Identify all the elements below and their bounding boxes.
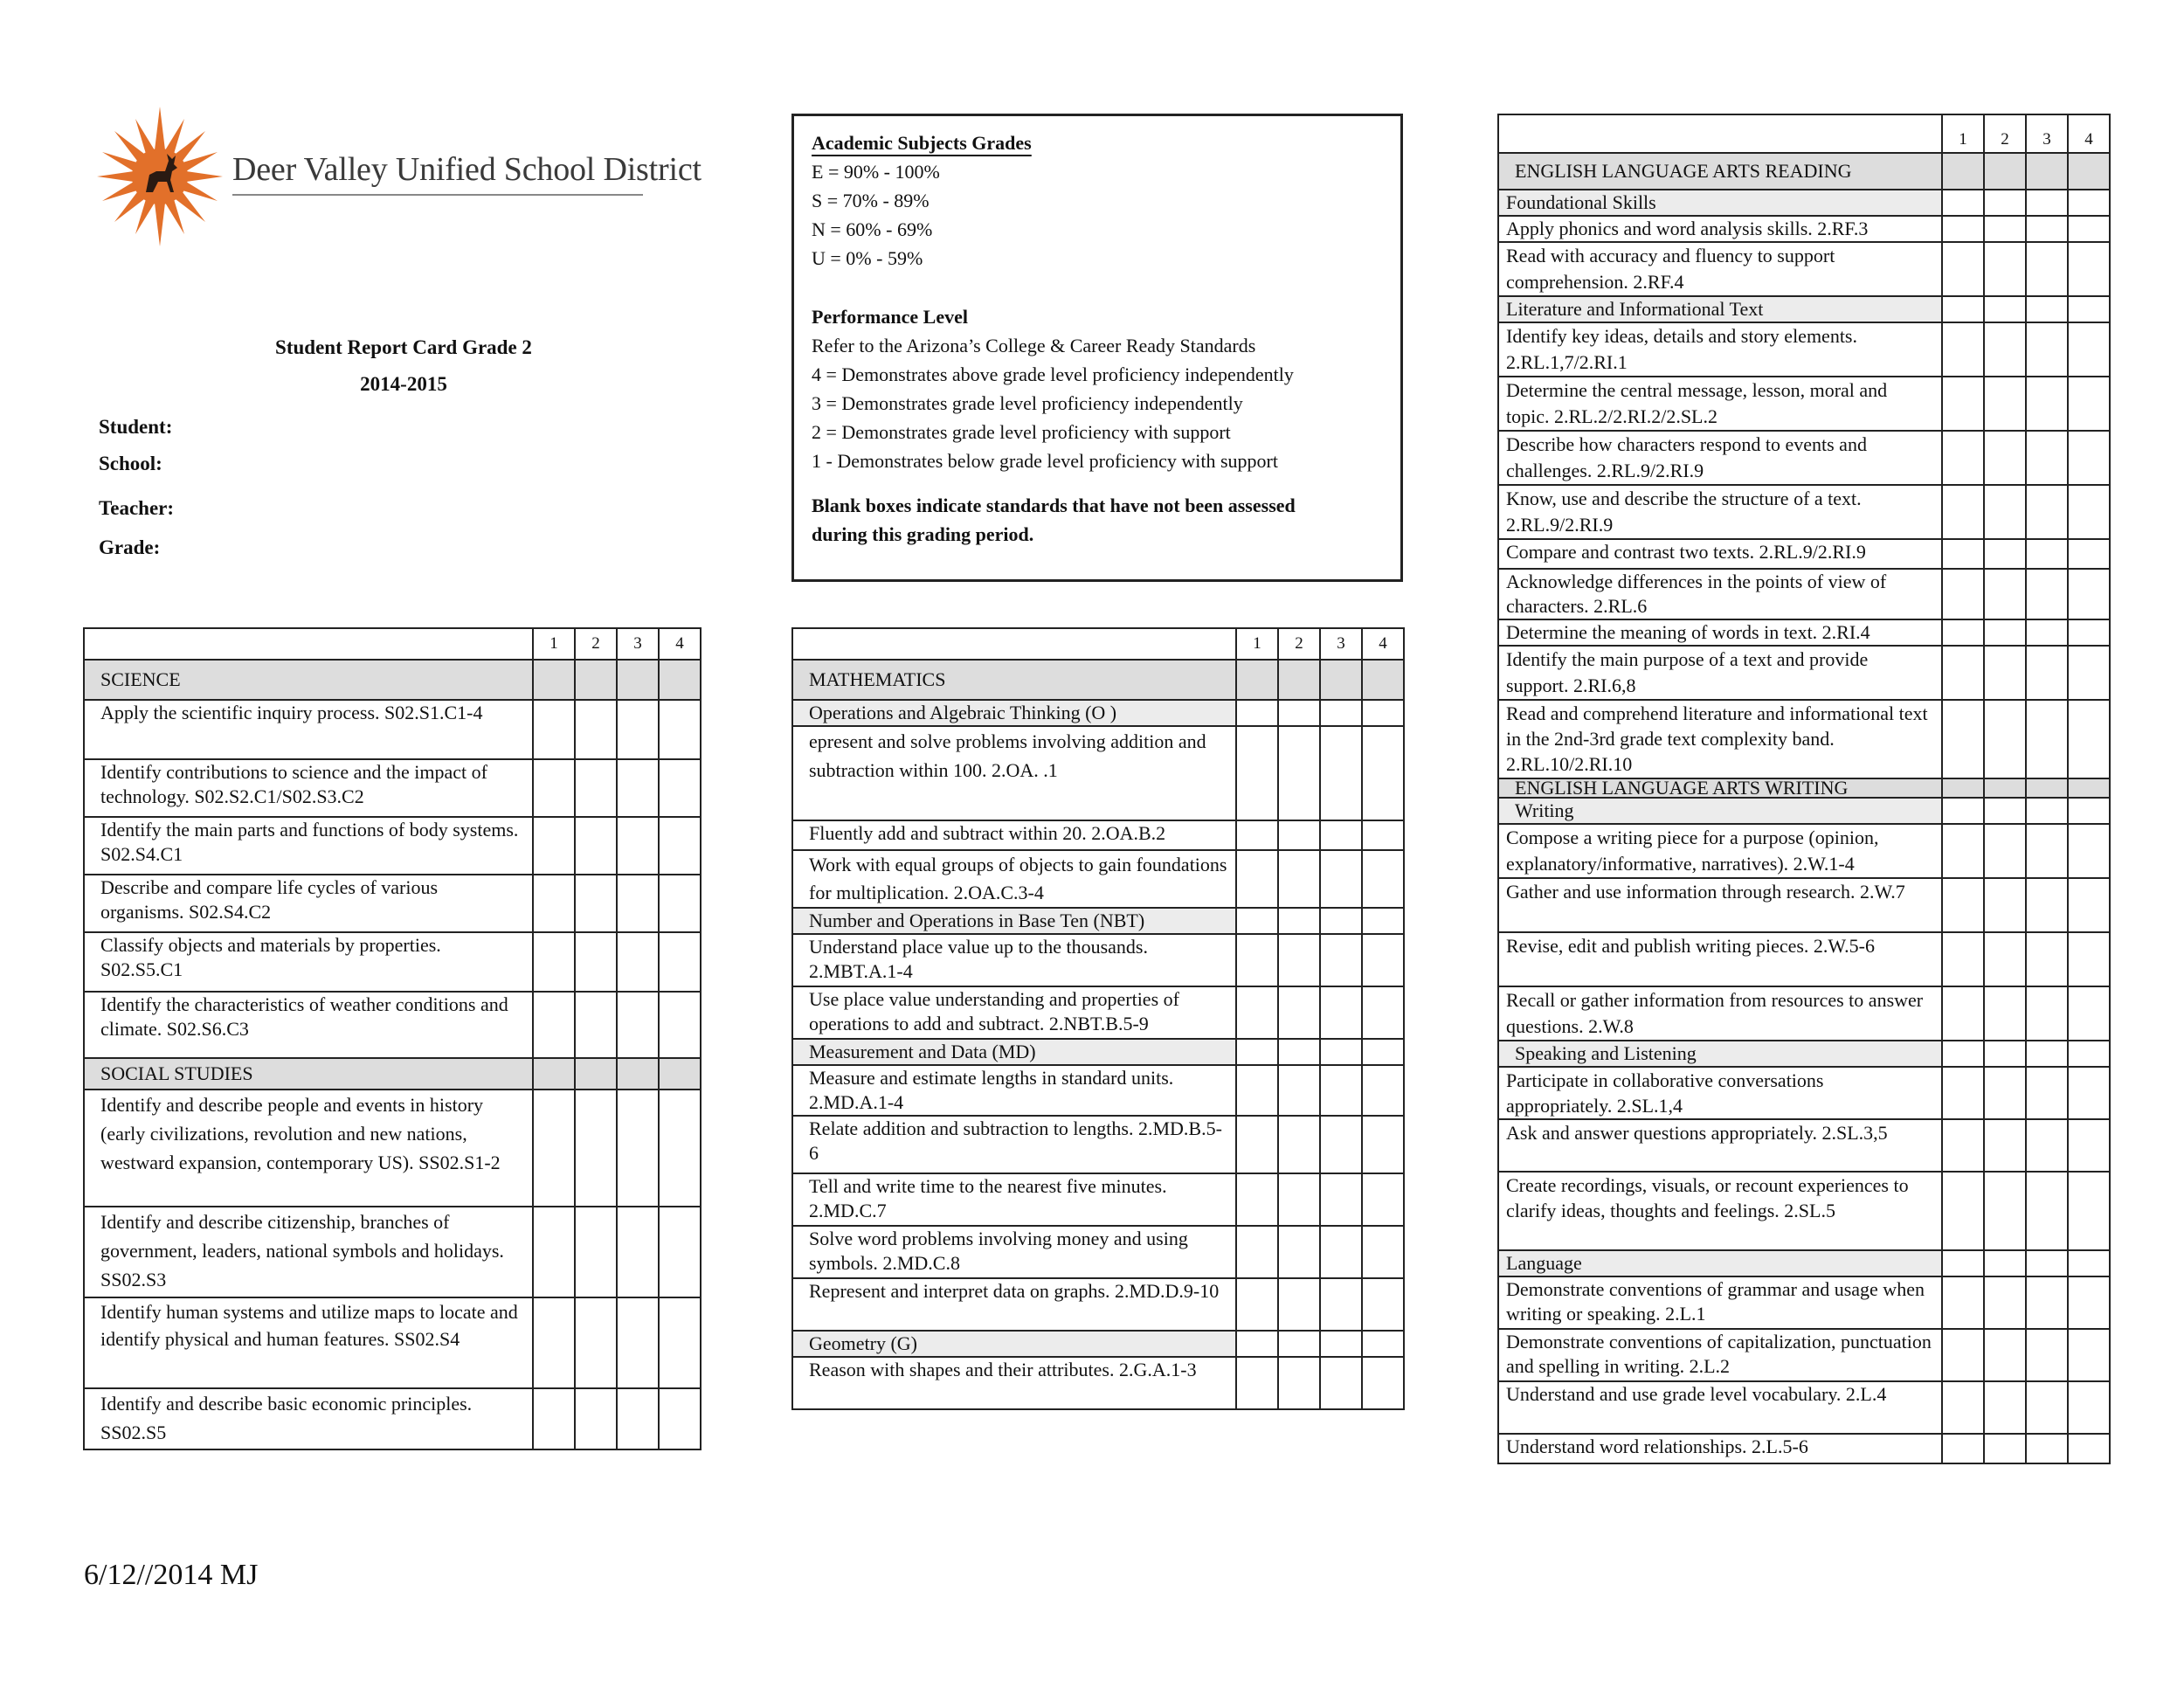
grade-cell[interactable] [1984, 1329, 2026, 1381]
school-label: School: [99, 453, 162, 474]
performance-line: 3 = Demonstrates grade level proficiency independently [812, 392, 1243, 414]
grade-cell[interactable] [1362, 1116, 1404, 1173]
column-header: 4 [659, 628, 701, 660]
standard-row: Understand and use grade level vocabulary. 2.L.4 [1498, 1381, 1942, 1434]
math-table [791, 627, 1405, 1410]
grade-cell[interactable] [1984, 1381, 2026, 1434]
grade-cell[interactable] [1236, 1065, 1278, 1116]
grade-cell[interactable] [2068, 485, 2110, 539]
grade-cell[interactable] [1984, 1434, 2026, 1463]
grade-cell[interactable] [575, 759, 617, 817]
standard-row: Classify objects and materials by properties. S02.S5.C1 [84, 932, 533, 992]
grade-cell[interactable] [659, 759, 701, 817]
grade-cell[interactable] [1362, 820, 1404, 850]
grade-cell[interactable] [1942, 431, 1984, 485]
grade-cell[interactable] [1942, 700, 1984, 778]
grade-cell[interactable] [1236, 820, 1278, 850]
grade-cell[interactable] [575, 1388, 617, 1449]
grade-cell[interactable] [1236, 1173, 1278, 1226]
grade-cell[interactable] [1984, 824, 2026, 878]
standard-row: Identify and describe basic economic principles. SS02.S5 [84, 1388, 533, 1449]
grades-heading: Academic Subjects Grades [812, 132, 1032, 154]
grade-cell[interactable] [1984, 1276, 2026, 1329]
grade-cell[interactable] [1362, 726, 1404, 820]
subsection-nbt: Number and Operations in Base Ten (NBT) [792, 908, 1236, 934]
grade-cell[interactable] [1278, 820, 1320, 850]
grade-cell[interactable] [659, 875, 701, 932]
performance-heading: Performance Level [812, 306, 968, 328]
grade-cell[interactable] [1320, 1226, 1362, 1278]
grade-cell[interactable] [533, 875, 575, 932]
performance-line: 1 - Demonstrates below grade level proficiency with support [812, 450, 1278, 472]
standard-row: Demonstrate conventions of grammar and usage when writing or speaking. 2.L.1 [1498, 1276, 1942, 1329]
grade-cell[interactable] [2026, 986, 2068, 1041]
standard-row: Understand word relationships. 2.L.5-6 [1498, 1434, 1942, 1463]
grade-cell[interactable] [1362, 1357, 1404, 1409]
grade-cell[interactable] [1236, 934, 1278, 986]
standard-row: Fluently add and subtract within 20. 2.OA.B.2 [792, 820, 1236, 850]
standard-row: Identify the characteristics of weather conditions and climate. S02.S6.C3 [84, 992, 533, 1058]
column-header: 1 [1236, 628, 1278, 660]
sun-deer-logo-icon [94, 98, 225, 246]
subsection-foundational: Foundational Skills [1498, 190, 1942, 216]
grade-cell[interactable] [2068, 1172, 2110, 1250]
grade-cell[interactable] [2026, 878, 2068, 932]
grade-cell[interactable] [1320, 1357, 1362, 1409]
subsection-language: Language [1498, 1250, 1942, 1276]
grade-cell[interactable] [1320, 934, 1362, 986]
subsection-md: Measurement and Data (MD) [792, 1039, 1236, 1065]
grade-cell[interactable] [2026, 700, 2068, 778]
grade-cell[interactable] [2068, 619, 2110, 646]
grade-cell[interactable] [533, 1297, 575, 1388]
grade-cell[interactable] [1984, 700, 2026, 778]
performance-line: 2 = Demonstrates grade level proficiency with support [812, 421, 1231, 443]
grade-cell[interactable] [575, 992, 617, 1058]
standard-row: Apply phonics and word analysis skills. 2.RF.3 [1498, 216, 1942, 242]
grade-cell[interactable] [1320, 1116, 1362, 1173]
grade-cell[interactable] [617, 875, 659, 932]
grade-cell[interactable] [575, 1207, 617, 1297]
standard-row: Understand place value up to the thousands. 2.MBT.A.1-4 [792, 934, 1236, 986]
grade-cell[interactable] [1362, 1226, 1404, 1278]
column-header: 4 [2068, 114, 2110, 153]
column-header: 3 [1320, 628, 1362, 660]
grade-cell[interactable] [1278, 1065, 1320, 1116]
grade-cell[interactable] [2068, 1381, 2110, 1434]
grade-cell[interactable] [1942, 619, 1984, 646]
standard-row: Identify human systems and utilize maps to locate and identify physical and human features. SS02.S4 [84, 1297, 533, 1388]
standard-row: Compose a writing piece for a purpose (opinion, explanatory/informative, narratives). 2.W.1-4 [1498, 824, 1942, 878]
grade-cell[interactable] [533, 1090, 575, 1207]
performance-line: 4 = Demonstrates above grade level proficiency independently [812, 363, 1294, 385]
grade-cell[interactable] [617, 1388, 659, 1449]
standard-row: Solve word problems involving money and using symbols. 2.MD.C.8 [792, 1226, 1236, 1278]
grade-cell[interactable] [2068, 700, 2110, 778]
grade-cell[interactable] [1984, 242, 2026, 296]
grade-cell[interactable] [1942, 932, 1984, 986]
grade-cell[interactable] [1984, 377, 2026, 431]
grade-cell[interactable] [1942, 824, 1984, 878]
grade-cell[interactable] [2026, 569, 2068, 619]
standard-row: Tell and write time to the nearest five minutes. 2.MD.C.7 [792, 1173, 1236, 1226]
grade-cell[interactable] [2068, 216, 2110, 242]
subsection-speaking: Speaking and Listening [1498, 1041, 1942, 1067]
header-blank [792, 628, 1236, 660]
grade-cell[interactable] [1984, 1172, 2026, 1250]
grade-cell[interactable] [1278, 1357, 1320, 1409]
district-logo [94, 98, 702, 246]
performance-line: Refer to the Arizona’s College & Career Ready Standards [812, 335, 1256, 356]
grade-cell[interactable] [1278, 1278, 1320, 1331]
logo-underline [232, 194, 643, 196]
standard-row: Use place value understanding and properties of operations to add and subtract. 2.NBT.B.5-9 [792, 986, 1236, 1039]
grade-cell[interactable] [1362, 1065, 1404, 1116]
student-label: Student: [99, 416, 173, 438]
grade-cell[interactable] [1984, 431, 2026, 485]
grade-cell[interactable] [575, 1297, 617, 1388]
grade-cell[interactable] [1942, 485, 1984, 539]
grade-cell[interactable] [533, 932, 575, 992]
grade-cell[interactable] [1984, 485, 2026, 539]
grade-cell[interactable] [1362, 986, 1404, 1039]
grade-cell[interactable] [659, 932, 701, 992]
grade-cell[interactable] [1278, 986, 1320, 1039]
grade-cell[interactable] [533, 1207, 575, 1297]
district-name: Deer Valley Unified School District [232, 151, 702, 188]
grade-cell[interactable] [1984, 932, 2026, 986]
column-header: 2 [575, 628, 617, 660]
standard-row: Determine the meaning of words in text. 2.RI.4 [1498, 619, 1942, 646]
grade-cell[interactable] [2068, 878, 2110, 932]
grade-cell[interactable] [1984, 878, 2026, 932]
standard-row: Determine the central message, lesson, moral and topic. 2.RL.2/2.RI.2/2.SL.2 [1498, 377, 1942, 431]
science-table [83, 627, 702, 1450]
grade-cell[interactable] [1942, 569, 1984, 619]
grade-cell[interactable] [659, 1090, 701, 1207]
standard-row: Identify and describe citizenship, branches of government, leaders, national symbols and holidays. SS02.S3 [84, 1207, 533, 1297]
standard-row: Gather and use information through research. 2.W.7 [1498, 878, 1942, 932]
grade-cell[interactable] [1236, 986, 1278, 1039]
grade-cell[interactable] [1984, 216, 2026, 242]
grade-cell[interactable] [1942, 1172, 1984, 1250]
grade-cell[interactable] [2068, 1119, 2110, 1172]
grade-cell[interactable] [1362, 1278, 1404, 1331]
standard-row: Create recordings, visuals, or recount experiences to clarify ideas, thoughts and feelings. 2.SL.5 [1498, 1172, 1942, 1250]
grade-cell[interactable] [1984, 646, 2026, 700]
standard-row: Read and comprehend literature and informational text in the 2nd-3rd grade text complexity band. 2.RL.10/2.RI.10 [1498, 700, 1942, 778]
grade-cell[interactable] [617, 759, 659, 817]
grade-cell[interactable] [659, 992, 701, 1058]
grade-cell[interactable] [1278, 1173, 1320, 1226]
grade-cell[interactable] [1236, 1226, 1278, 1278]
grade-cell[interactable] [575, 817, 617, 875]
footer-stamp: 6/12//2014 MJ [84, 1559, 259, 1591]
grade-cell[interactable] [1942, 539, 1984, 569]
column-header: 2 [1278, 628, 1320, 660]
grade-cell[interactable] [2026, 485, 2068, 539]
section-mathematics: MATHEMATICS [792, 660, 1236, 700]
column-header: 4 [1362, 628, 1404, 660]
grade-u: U = 0% - 59% [812, 247, 923, 269]
standard-row: Identify and describe people and events in history (early civilizations, revolution and new nations, westward expansion, contemporary US). SS02.S1-2 [84, 1090, 533, 1207]
grade-cell[interactable] [1942, 878, 1984, 932]
grade-cell[interactable] [1236, 726, 1278, 820]
grade-cell[interactable] [1236, 1278, 1278, 1331]
standard-row: Measure and estimate lengths in standard units. 2.MD.A.1-4 [792, 1065, 1236, 1116]
grade-cell[interactable] [575, 932, 617, 992]
grade-cell[interactable] [1984, 539, 2026, 569]
grade-cell[interactable] [2026, 1329, 2068, 1381]
grade-cell[interactable] [1984, 1119, 2026, 1172]
grade-cell[interactable] [1278, 726, 1320, 820]
grade-cell[interactable] [2026, 377, 2068, 431]
grade-cell[interactable] [659, 700, 701, 759]
grade-cell[interactable] [2026, 932, 2068, 986]
grade-cell[interactable] [1942, 1329, 1984, 1381]
grade-cell[interactable] [1278, 850, 1320, 908]
grade-cell[interactable] [2068, 1276, 2110, 1329]
standard-row: Describe and compare life cycles of various organisms. S02.S4.C2 [84, 875, 533, 932]
column-header: 1 [533, 628, 575, 660]
grade-cell[interactable] [2068, 824, 2110, 878]
grade-cell[interactable] [533, 817, 575, 875]
grade-cell[interactable] [2026, 431, 2068, 485]
column-header: 3 [2026, 114, 2068, 153]
grade-cell[interactable] [1278, 1116, 1320, 1173]
grade-cell[interactable] [659, 1297, 701, 1388]
grade-cell[interactable] [1942, 377, 1984, 431]
grade-cell[interactable] [575, 1090, 617, 1207]
grade-cell[interactable] [617, 1090, 659, 1207]
standard-row: Revise, edit and publish writing pieces. 2.W.5-6 [1498, 932, 1942, 986]
school-year: 2014-2015 [360, 373, 447, 395]
grade-cell[interactable] [1278, 934, 1320, 986]
column-header: 2 [1984, 114, 2026, 153]
grade-cell[interactable] [2068, 1329, 2110, 1381]
grade-cell[interactable] [2068, 646, 2110, 700]
header-blank [84, 628, 533, 660]
grade-cell[interactable] [533, 759, 575, 817]
grading-key [791, 114, 1403, 582]
grade-cell[interactable] [1320, 1173, 1362, 1226]
grade-cell[interactable] [2068, 932, 2110, 986]
blank-note: during this grading period. [812, 523, 1034, 545]
grade-cell[interactable] [1236, 850, 1278, 908]
standard-row: Describe how characters respond to events and challenges. 2.RL.9/2.RI.9 [1498, 431, 1942, 485]
grade-cell[interactable] [1942, 646, 1984, 700]
report-title: Student Report Card Grade 2 [275, 336, 532, 358]
grade-cell[interactable] [1320, 1065, 1362, 1116]
grade-cell[interactable] [2026, 1067, 2068, 1119]
grade-cell[interactable] [1942, 1434, 1984, 1463]
grade-cell[interactable] [2026, 1434, 2068, 1463]
grade-cell[interactable] [2068, 1434, 2110, 1463]
grade-cell[interactable] [575, 875, 617, 932]
grade-cell[interactable] [617, 992, 659, 1058]
grade-cell[interactable] [2068, 242, 2110, 296]
standard-row: Identify the main purpose of a text and provide support. 2.RI.6,8 [1498, 646, 1942, 700]
grade-e: E = 90% - 100% [812, 161, 940, 183]
section-social-studies: SOCIAL STUDIES [84, 1058, 533, 1090]
standard-row: Participate in collaborative conversations appropriately. 2.SL.1,4 [1498, 1067, 1942, 1119]
grade-cell[interactable] [1278, 1226, 1320, 1278]
standard-row: Identify contributions to science and the impact of technology. S02.S2.C1/S02.S3.C2 [84, 759, 533, 817]
grade-cell[interactable] [617, 932, 659, 992]
grade-cell[interactable] [1320, 986, 1362, 1039]
subsection-geometry: Geometry (G) [792, 1331, 1236, 1357]
grade-cell[interactable] [1942, 1119, 1984, 1172]
standard-row: Demonstrate conventions of capitalization, punctuation and spelling in writing. 2.L.2 [1498, 1329, 1942, 1381]
grade-cell[interactable] [533, 992, 575, 1058]
ela-table [1497, 114, 2111, 1464]
grade-cell[interactable] [2026, 646, 2068, 700]
subsection-literature: Literature and Informational Text [1498, 296, 1942, 322]
teacher-label: Teacher: [99, 497, 175, 519]
standard-row: Know, use and describe the structure of a text. 2.RL.9/2.RI.9 [1498, 485, 1942, 539]
grade-cell[interactable] [1320, 726, 1362, 820]
standard-row: Reason with shapes and their attributes. 2.G.A.1-3 [792, 1357, 1236, 1409]
grade-cell[interactable] [659, 817, 701, 875]
grade-cell[interactable] [1984, 322, 2026, 377]
grade-cell[interactable] [1320, 820, 1362, 850]
standard-row: Recall or gather information from resources to answer questions. 2.W.8 [1498, 986, 1942, 1041]
grade-cell[interactable] [2068, 1067, 2110, 1119]
grade-cell[interactable] [1942, 322, 1984, 377]
grade-cell[interactable] [533, 1388, 575, 1449]
grade-cell[interactable] [1984, 619, 2026, 646]
section-ela-reading: ENGLISH LANGUAGE ARTS READING [1498, 153, 1942, 190]
standard-row: Acknowledge differences in the points of view of characters. 2.RL.6 [1498, 569, 1942, 619]
grade-cell[interactable] [2026, 1119, 2068, 1172]
grade-cell[interactable] [1942, 986, 1984, 1041]
grade-cell[interactable] [2026, 619, 2068, 646]
grade-cell[interactable] [617, 817, 659, 875]
grade-cell[interactable] [2068, 431, 2110, 485]
grade-cell[interactable] [575, 700, 617, 759]
grade-cell[interactable] [1362, 850, 1404, 908]
standard-row: Identify the main parts and functions of body systems. S02.S4.C1 [84, 817, 533, 875]
grade-cell[interactable] [2026, 1172, 2068, 1250]
column-header: 3 [617, 628, 659, 660]
grade-cell[interactable] [2026, 1276, 2068, 1329]
grade-cell[interactable] [1320, 850, 1362, 908]
standard-row: Work with equal groups of objects to gain foundations for multiplication. 2.OA.C.3-4 [792, 850, 1236, 908]
column-header: 1 [1942, 114, 1984, 153]
subsection-oa: Operations and Algebraic Thinking (O ) [792, 700, 1236, 726]
grade-cell[interactable] [617, 1207, 659, 1297]
grade-cell[interactable] [1362, 934, 1404, 986]
grade-n: N = 60% - 69% [812, 218, 933, 240]
grade-cell[interactable] [1236, 1357, 1278, 1409]
standard-row: Represent and interpret data on graphs. 2.MD.D.9-10 [792, 1278, 1236, 1331]
grade-cell[interactable] [1942, 242, 1984, 296]
standard-row: Compare and contrast two texts. 2.RL.9/2.RI.9 [1498, 539, 1942, 569]
section-ela-writing: ENGLISH LANGUAGE ARTS WRITING [1498, 778, 1942, 798]
grade-cell[interactable] [2068, 986, 2110, 1041]
grade-cell[interactable] [2068, 322, 2110, 377]
grade-cell[interactable] [2026, 216, 2068, 242]
grade-cell[interactable] [1984, 986, 2026, 1041]
grade-cell[interactable] [2026, 539, 2068, 569]
grade-cell[interactable] [1942, 1067, 1984, 1119]
standard-row: Identify key ideas, details and story elements. 2.RL.1,7/2.RI.1 [1498, 322, 1942, 377]
grade-cell[interactable] [617, 700, 659, 759]
grade-cell[interactable] [2026, 242, 2068, 296]
standard-row: Ask and answer questions appropriately. 2.SL.3,5 [1498, 1119, 1942, 1172]
grade-label: Grade: [99, 536, 161, 558]
subsection-writing: Writing [1498, 798, 1942, 824]
grade-cell[interactable] [533, 700, 575, 759]
grade-cell[interactable] [1942, 1381, 1984, 1434]
grade-cell[interactable] [659, 1388, 701, 1449]
grade-cell[interactable] [617, 1297, 659, 1388]
standard-row: Relate addition and subtraction to lengths. 2.MD.B.5-6 [792, 1116, 1236, 1173]
grade-cell[interactable] [659, 1207, 701, 1297]
grade-s: S = 70% - 89% [812, 190, 930, 211]
grade-cell[interactable] [2068, 539, 2110, 569]
grade-cell[interactable] [1236, 1116, 1278, 1173]
grade-cell[interactable] [2026, 824, 2068, 878]
grade-cell[interactable] [2068, 377, 2110, 431]
grade-cell[interactable] [2026, 1381, 2068, 1434]
grade-cell[interactable] [1942, 216, 1984, 242]
grade-cell[interactable] [1984, 1067, 2026, 1119]
standard-row: epresent and solve problems involving addition and subtraction within 100. 2.OA. .1 [792, 726, 1236, 820]
grade-cell[interactable] [2026, 322, 2068, 377]
grade-cell[interactable] [1984, 569, 2026, 619]
section-science: SCIENCE [84, 660, 533, 700]
grade-cell[interactable] [1320, 1278, 1362, 1331]
blank-note: Blank boxes indicate standards that have not been assessed [812, 495, 1296, 516]
standard-row: Read with accuracy and fluency to support comprehension. 2.RF.4 [1498, 242, 1942, 296]
grade-cell[interactable] [2068, 569, 2110, 619]
grade-cell[interactable] [1362, 1173, 1404, 1226]
standard-row: Apply the scientific inquiry process. S02.S1.C1-4 [84, 700, 533, 759]
header-blank [1498, 114, 1942, 153]
grade-cell[interactable] [1942, 1276, 1984, 1329]
